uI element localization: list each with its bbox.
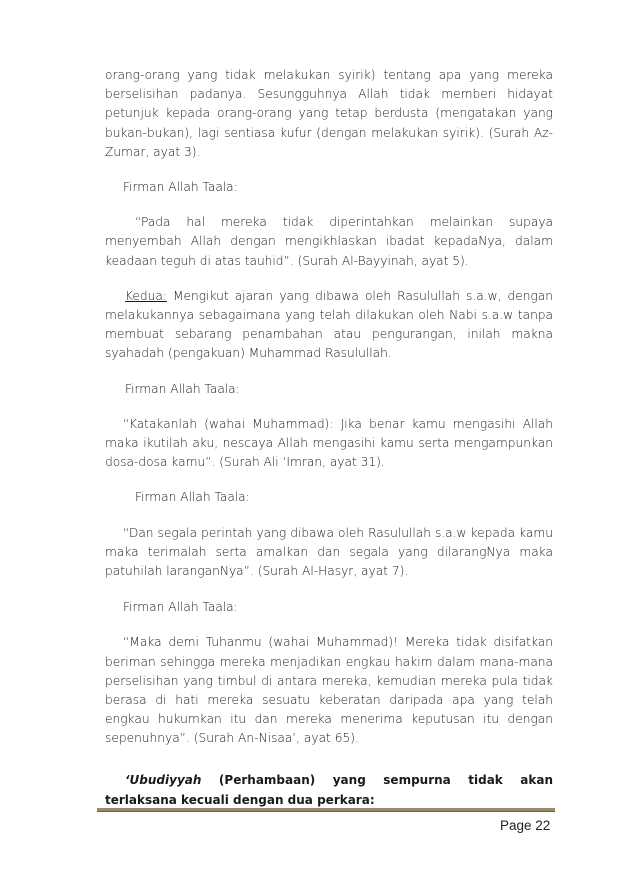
footer-divider	[97, 808, 555, 812]
paragraph-nisaa-quote: “Maka demi Tuhanmu (wahai Muhammad)! Mereka tidak disifatkan beriman sehingga mereka menjadikan engkau hakim dalam mana-mana perselisihan yang timbul di antara mereka, kemudian mereka pula tidak berasa di hati mereka sesuatu keberatan daripada apa yang telah engkau hukumkan itu dan mereka menerima keputusan itu dengan sepenuhnya”. (Surah An-Nisaa’, ayat 65).	[105, 635, 553, 746]
paragraph-ubudiyyah	[105, 770, 553, 810]
page-content	[105, 66, 553, 810]
page-number: Page 22	[500, 818, 551, 833]
paragraph-kedua	[105, 287, 553, 364]
ubudiyyah-term: ‘Ubudiyyah	[125, 772, 202, 787]
paragraph-hasyr-quote: “Dan segala perintah yang dibawa oleh Rasulullah s.a.w kepada kamu maka terimalah serta amalkan dan segala yang dilarangNya maka patuhilah laranganNya”. (Surah Al-Hasyr, ayat 7).	[105, 525, 553, 579]
firman-label-2: Firman Allah Taala:	[125, 381, 240, 396]
firman-label-1: Firman Allah Taala:	[123, 180, 238, 195]
ubudiyyah-text: (Perhambaan) yang sempurna tidak akan terlaksana kecuali dengan dua perkara:	[105, 772, 553, 807]
paragraph-ali-imran-quote: “Katakanlah (wahai Muhammad): Jika benar kamu mengasihi Allah maka ikutilah aku, nescaya Allah mengasihi kamu serta mengampunkan dosa-dosa kamu”. (Surah Ali ‘Imran, ayat 31).	[105, 416, 553, 470]
kedua-label: Kedua:	[125, 288, 167, 303]
firman-label-4: Firman Allah Taala:	[123, 600, 238, 615]
paragraph-zumar-quote: orang-orang yang tidak melakukan syirik) tentang apa yang mereka berselisihan padanya. Sesungguhnya Allah tidak memberi hidayat petunjuk kepada orang-orang yang tetap berdusta (mengatakan yang bukan-bukan), lagi sentiasa kufur (dengan melakukan syirik). (Surah Az-Zumar, ayat 3).	[105, 68, 553, 159]
kedua-text: Mengikut ajaran yang dibawa oleh Rasulullah s.a.w, dengan melakukannya sebagaimana yang telah dilakukan oleh Nabi s.a.w tanpa membuat sebarang penambahan atau pengurangan, inilah makna syahadah (pengakuan) Muhammad Rasulullah.	[105, 288, 553, 361]
firman-label-3: Firman Allah Taala:	[135, 490, 250, 505]
paragraph-bayyinah-quote: “Pada hal mereka tidak diperintahkan melainkan supaya menyembah Allah dengan mengikhlaskan ibadat kepadaNya, dalam keadaan teguh di atas tauhid”. (Surah Al-Bayyinah, ayat 5).	[105, 215, 553, 268]
